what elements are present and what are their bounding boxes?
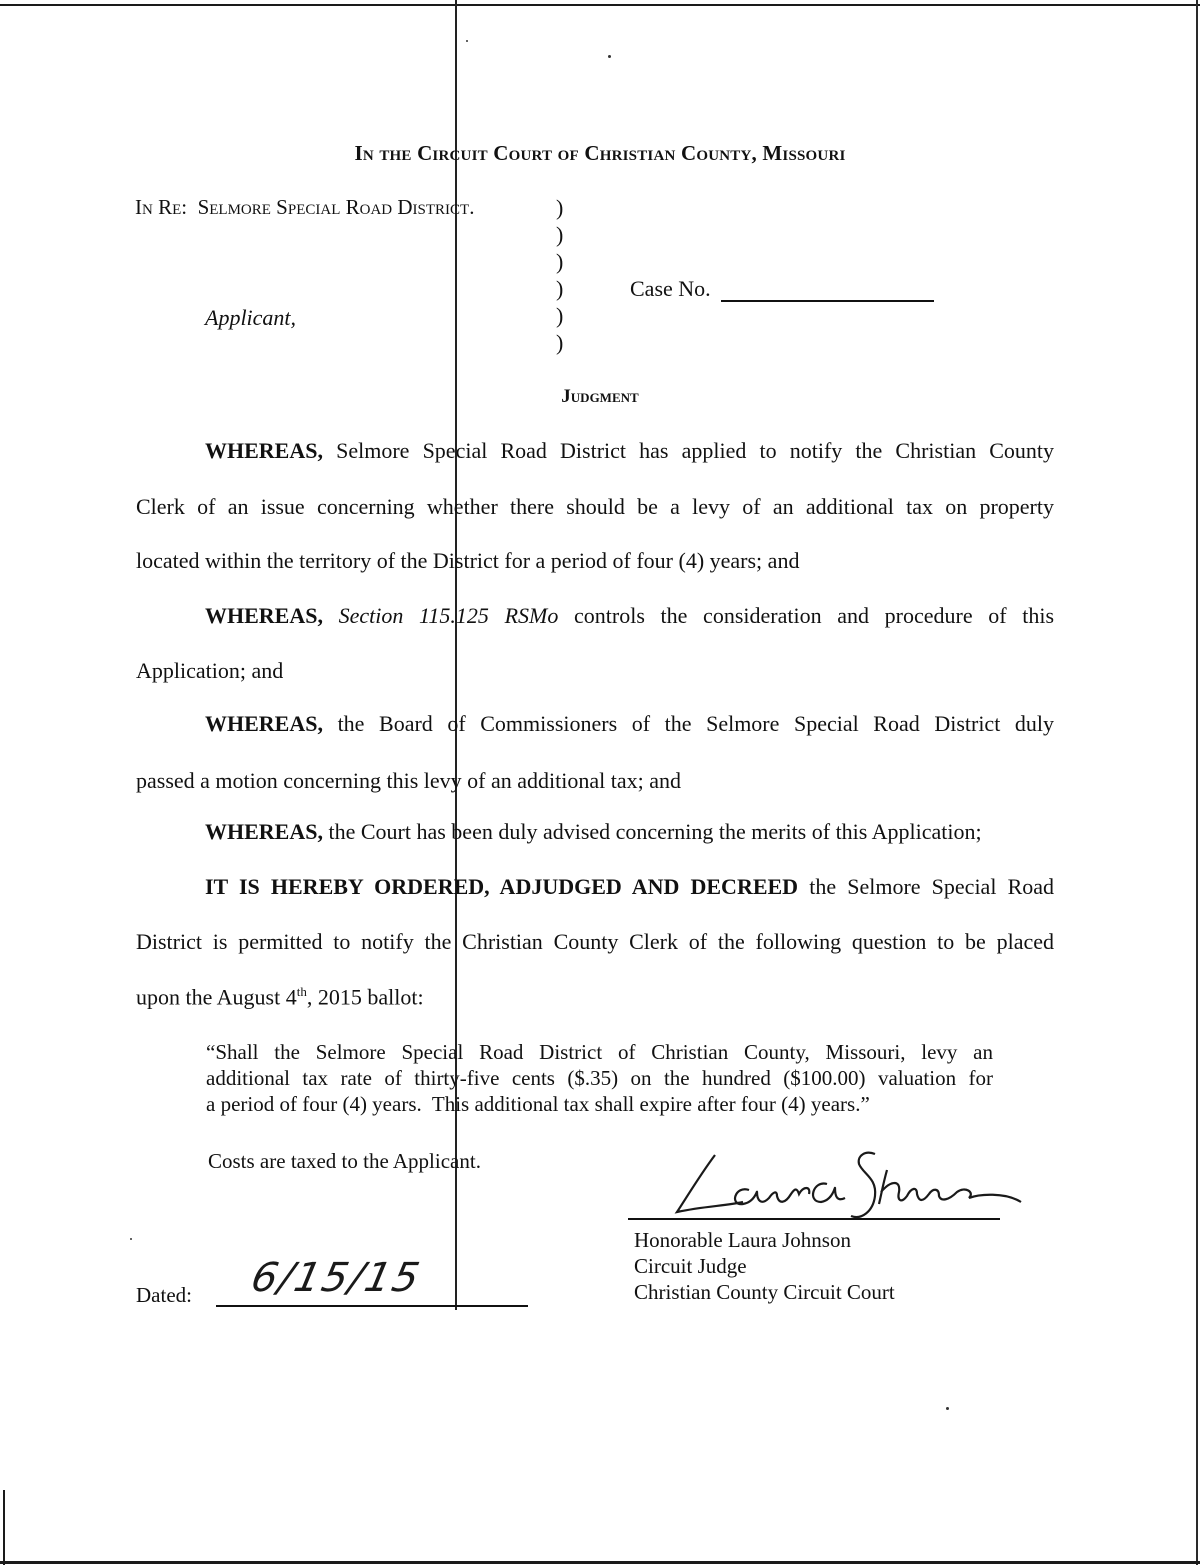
order-decree-text: IT IS HEREBY ORDERED, ADJUDGED AND DECREED xyxy=(205,874,799,899)
scan-speck xyxy=(130,1238,132,1240)
whereas-label: WHEREAS, xyxy=(205,711,323,736)
ordinal-suffix: th xyxy=(296,984,307,999)
costs-statement: Costs are taxed to the Applicant. xyxy=(208,1149,481,1173)
in-re-line xyxy=(135,195,474,220)
ballot-question-line-1: “Shall the Selmore Special Road District of Christian County, Missouri, levy an xyxy=(206,1040,993,1064)
whereas-label: WHEREAS, xyxy=(205,819,323,844)
caption-paren: ) xyxy=(556,330,564,355)
whereas-paragraph-2-line-2: Application; and xyxy=(136,658,284,683)
judge-signature xyxy=(665,1140,1035,1225)
ballot-year-text: , 2015 ballot: xyxy=(306,984,424,1010)
scan-border-right xyxy=(1196,0,1198,1565)
whereas-paragraph-3-line-1 xyxy=(205,711,1054,737)
case-number-blank-line xyxy=(721,300,934,302)
whereas-paragraph-1-line-3: located within the territory of the District for a period of four (4) years; and xyxy=(136,548,800,573)
caption-paren: ) xyxy=(556,303,564,328)
applicant-role: Applicant, xyxy=(205,305,297,330)
dated-label: Dated: xyxy=(136,1283,192,1307)
whereas-paragraph-4-line-1 xyxy=(205,819,982,845)
paragraph-text: the Court has been duly advised concerning the merits of this Application; xyxy=(328,819,982,844)
scan-border-left xyxy=(3,1490,5,1565)
whereas-paragraph-3-line-2: passed a motion concerning this levy of an additional tax; and xyxy=(136,768,681,793)
caption-paren: ) xyxy=(556,222,564,247)
scan-speck xyxy=(608,55,611,58)
scan-border-bottom xyxy=(0,1561,1200,1564)
date-blank-line xyxy=(216,1305,528,1307)
scan-speck xyxy=(946,1407,949,1410)
paragraph-text: the Board of Commissioners of the Selmore Special Road District duly xyxy=(337,711,1054,736)
order-line-3 xyxy=(136,984,424,1010)
order-line-1 xyxy=(205,874,1054,900)
whereas-label: WHEREAS, xyxy=(205,603,323,628)
ballot-question-line-2: additional tax rate of thirty-five cents ($.35) on the hundred ($100.00) valuation for xyxy=(206,1066,993,1090)
order-line-2: District is permitted to notify the Christian County Clerk of the following question to be placed xyxy=(136,929,1054,954)
whereas-paragraph-1-line-2: Clerk of an issue concerning whether there should be a levy of an additional tax on property xyxy=(136,494,1054,519)
whereas-paragraph-1-line-1 xyxy=(205,438,1054,464)
in-re-label: In Re: xyxy=(135,195,188,219)
statute-citation: Section 115.125 RSMo xyxy=(338,603,559,628)
judgment-heading: Judgment xyxy=(561,386,639,407)
judge-title: Circuit Judge xyxy=(634,1254,747,1278)
caption-paren: ) xyxy=(556,195,564,220)
handwritten-date: 6/15/15 xyxy=(247,1255,426,1301)
whereas-paragraph-2-line-1 xyxy=(205,603,1054,629)
judge-name: Honorable Laura Johnson xyxy=(634,1228,851,1252)
case-number-label: Case No. xyxy=(630,276,711,301)
judge-court: Christian County Circuit Court xyxy=(634,1280,895,1304)
party-name: Selmore Special Road District. xyxy=(197,195,475,219)
caption-paren: ) xyxy=(556,249,564,274)
scan-border-top xyxy=(0,4,1200,6)
ballot-question-line-3: a period of four (4) years. This additional tax shall expire after four (4) years.” xyxy=(206,1092,870,1116)
paragraph-text: the Selmore Special Road xyxy=(809,874,1055,899)
ballot-date-text: upon the August 4 xyxy=(136,984,297,1010)
scan-speck xyxy=(466,40,468,42)
whereas-label: WHEREAS, xyxy=(205,438,323,463)
court-caption: In the Circuit Court of Christian County, Missouri xyxy=(354,141,846,165)
paragraph-text: Selmore Special Road District has applied to notify the Christian County xyxy=(336,438,1054,463)
signature-line xyxy=(628,1218,1000,1220)
caption-paren: ) xyxy=(556,276,564,301)
paragraph-text: controls the consideration and procedure of this xyxy=(574,603,1055,628)
